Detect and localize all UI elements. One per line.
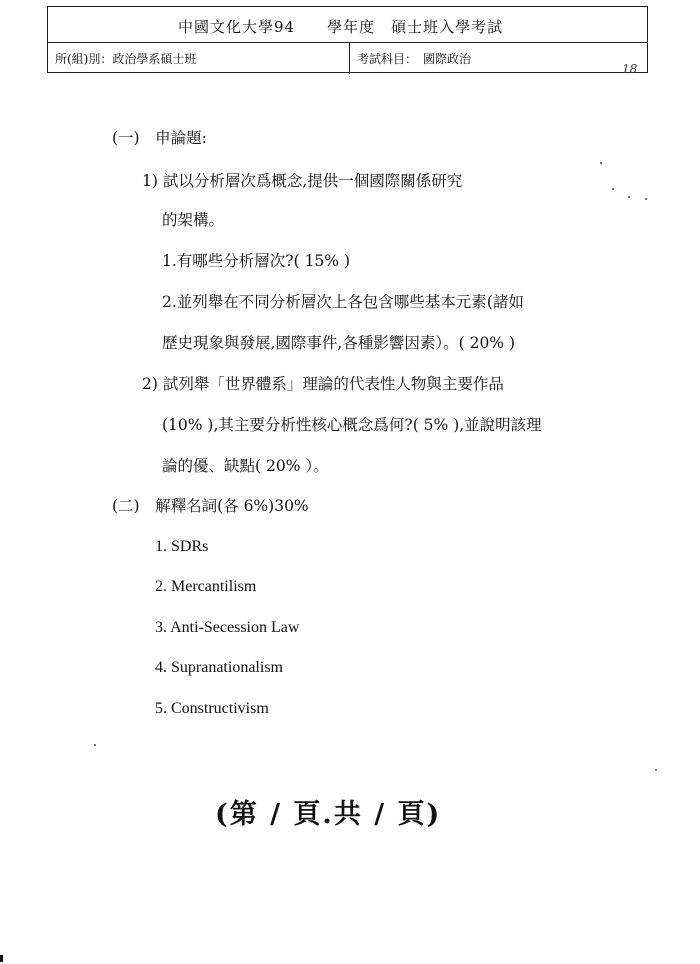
term-item: 5. Constructivism xyxy=(155,700,269,717)
section2-heading: (二) 解釋名詞(各 6%)30% xyxy=(112,497,309,515)
scan-speck xyxy=(628,196,630,198)
header-department: 所(組)別：政治學系碩士班 xyxy=(55,52,197,66)
header-title-row xyxy=(48,7,647,43)
header-title: 中國文化大學94 學年度 碩士班入學考試 xyxy=(178,18,504,36)
scan-speck xyxy=(645,198,647,200)
q1-sub2-line1: 2.並列舉在不同分析層次上各包含哪些基本元素(諸如 xyxy=(162,293,524,311)
section1-heading: (一) 申論題: xyxy=(112,129,207,147)
q1-sub1: 1.有哪些分析層次?( 15% ) xyxy=(162,252,350,270)
scan-speck xyxy=(600,162,602,164)
scan-edge-mark xyxy=(0,955,3,962)
term-item: 2. Mercantilism xyxy=(155,578,257,595)
header-subject: 考試科目： 國際政治 xyxy=(357,52,472,66)
page-count-footer: (第 / 頁.共 / 頁) xyxy=(215,799,442,830)
q1-sub2-line2: 歷史現象與發展,國際事件,各種影響因素）。( 20% ) xyxy=(162,334,516,352)
scan-speck xyxy=(94,744,96,746)
scan-speck xyxy=(655,769,657,771)
exam-header-box xyxy=(47,6,648,73)
scan-speck xyxy=(612,188,614,190)
q2-line2: (10% ),其主要分析性核心概念爲何?( 5% ),並說明該理 xyxy=(162,416,542,434)
q1-line2: 的架構。 xyxy=(162,211,225,229)
q2-line3: 論的優、缺點( 20% ）。 xyxy=(162,457,329,475)
q2-line1: 2) 試列舉「世界體系」理論的代表性人物與主要作品 xyxy=(142,375,504,393)
term-item: 3. Anti-Secession Law xyxy=(155,619,300,636)
term-item: 4. Supranationalism xyxy=(155,659,283,676)
handwritten-page-mark: 18 xyxy=(622,62,638,76)
header-divider xyxy=(349,43,350,74)
q1-line1: 1) 試以分析層次爲概念,提供一個國際關係研究 xyxy=(142,172,463,190)
term-item: 1. SDRs xyxy=(155,538,209,555)
